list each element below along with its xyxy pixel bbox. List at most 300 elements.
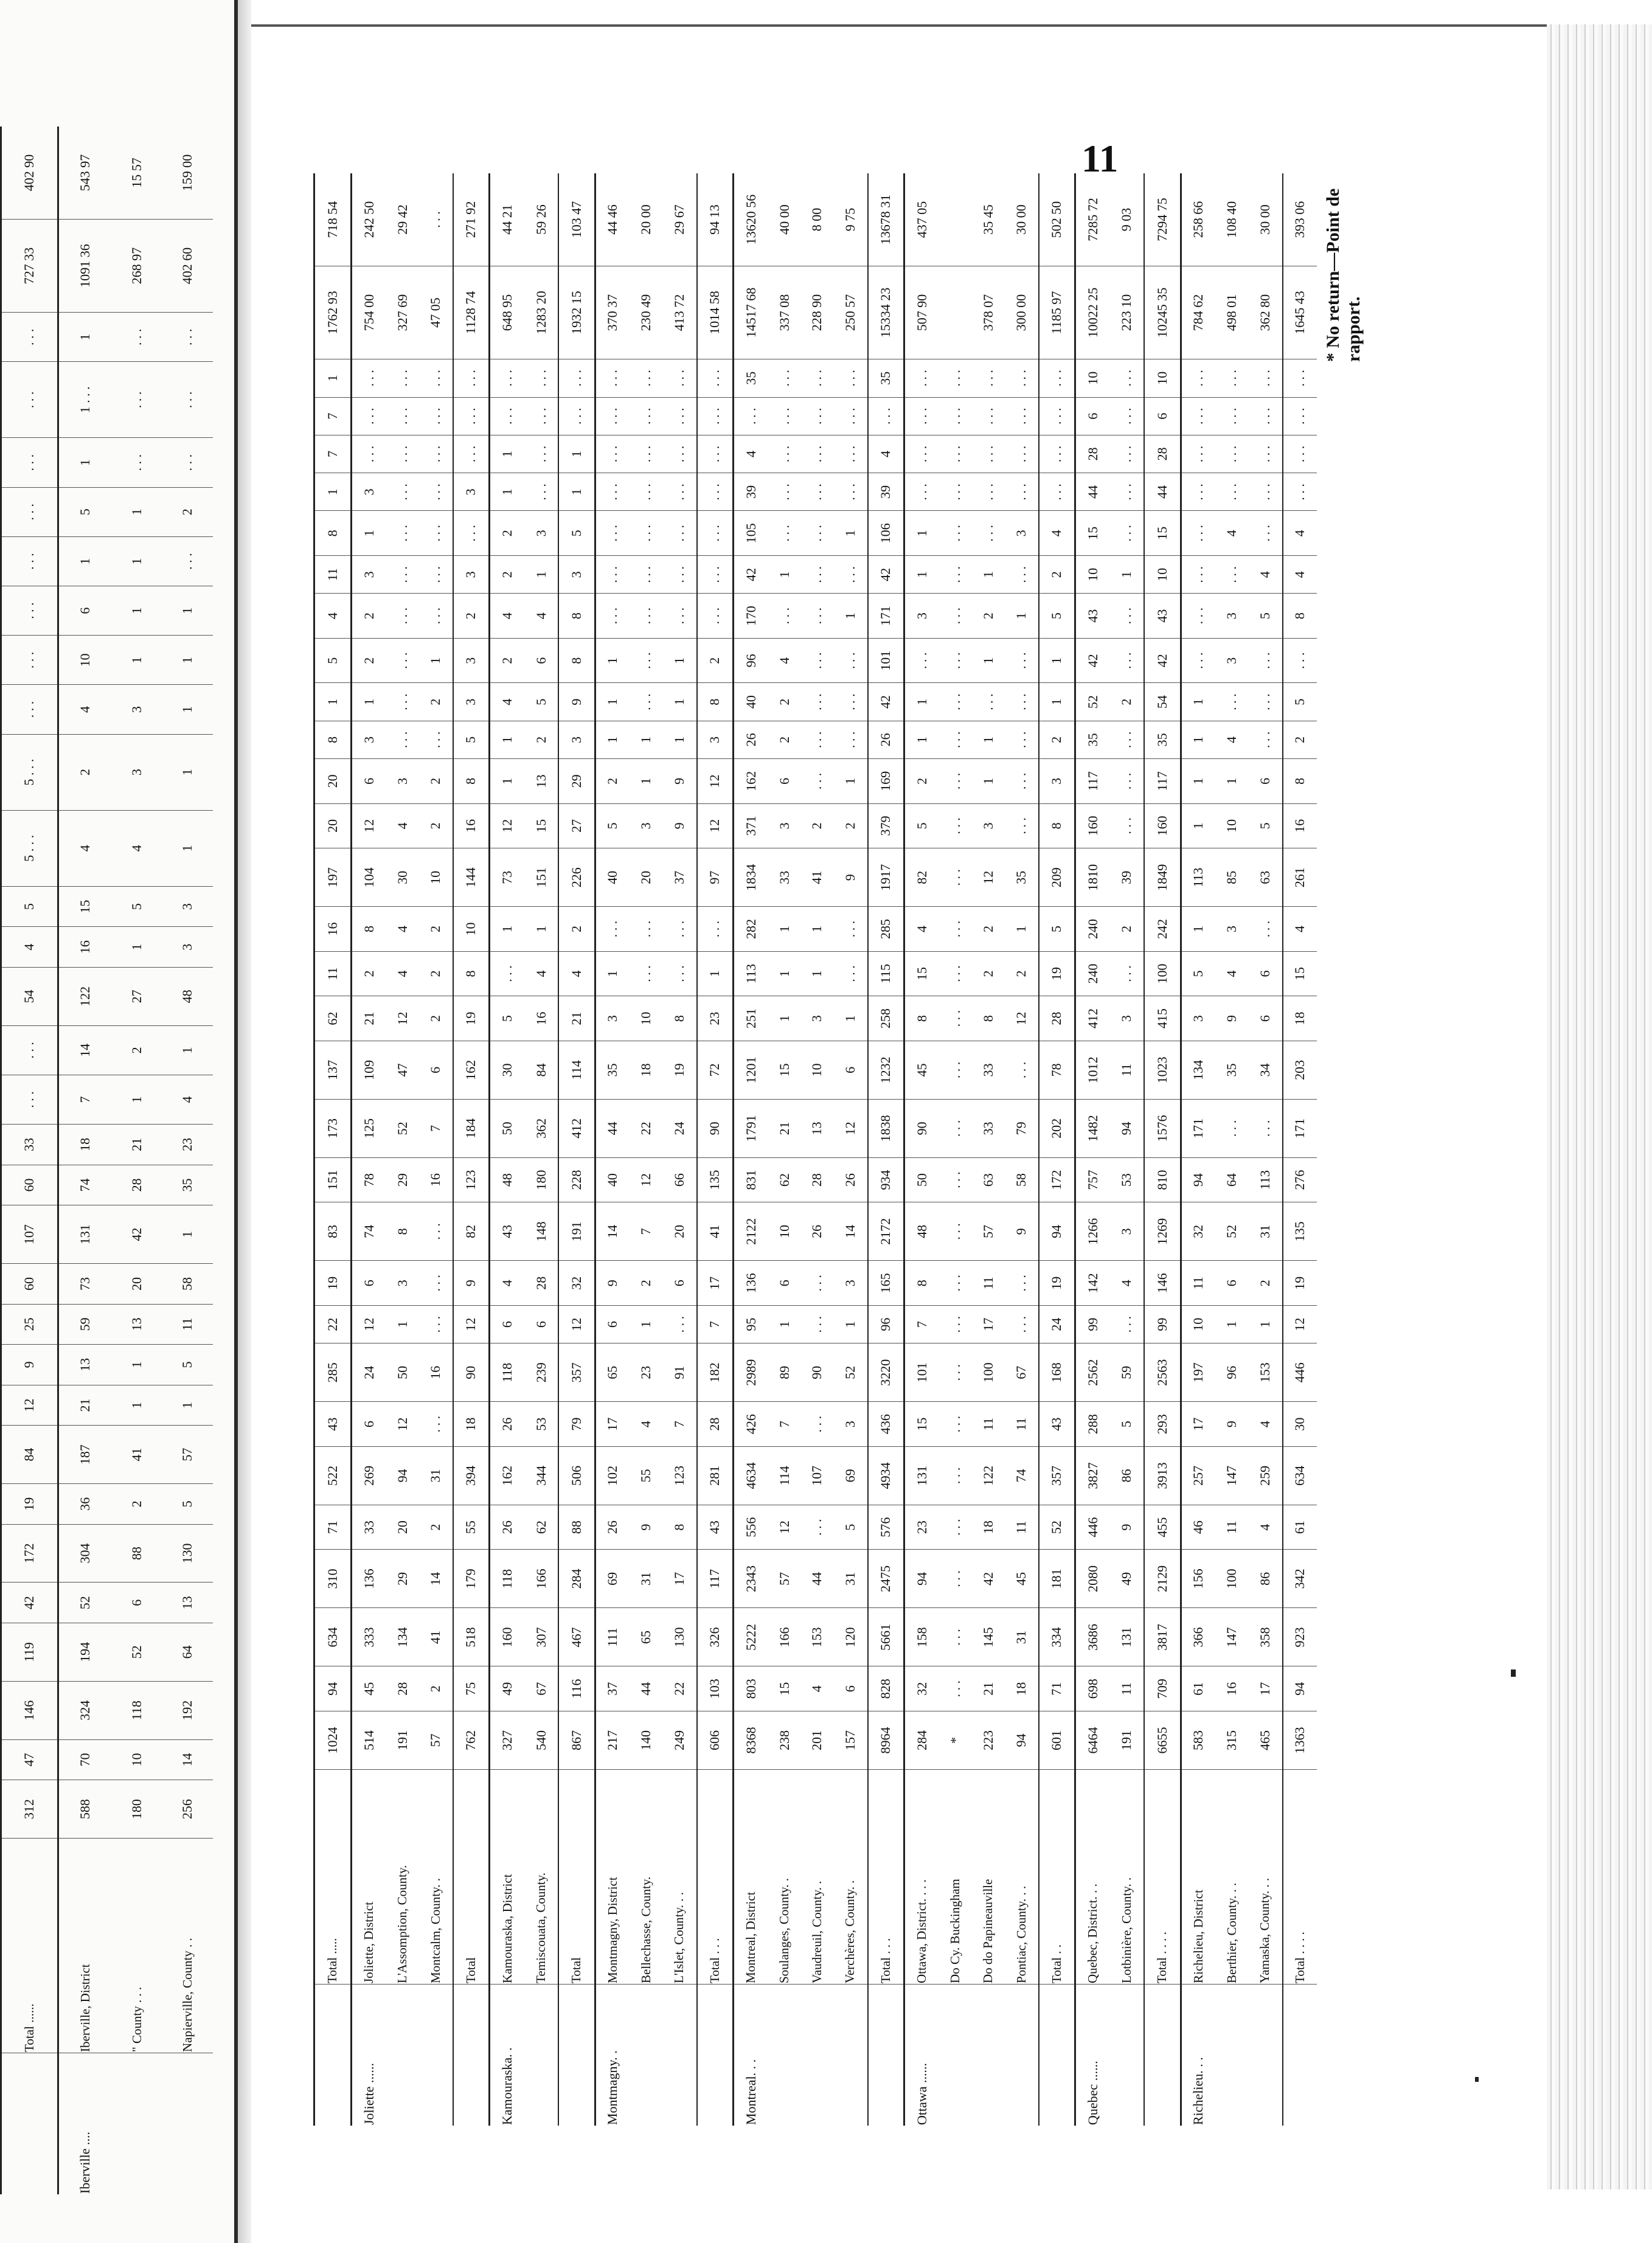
value-cell: 5	[1, 886, 58, 927]
value-cell: 11	[314, 951, 352, 996]
value-cell: 209	[1039, 848, 1075, 907]
value-cell: 13	[58, 1345, 113, 1385]
value-cell: 2	[112, 1484, 162, 1525]
value-cell: . . .	[112, 362, 162, 438]
value-cell: . . .	[834, 359, 868, 398]
value-cell: 8	[662, 996, 696, 1041]
value-cell: 28	[524, 1261, 558, 1306]
value-cell: 33	[972, 1099, 1005, 1157]
value-cell: . . .	[1283, 359, 1317, 398]
value-cell: 18	[1005, 1666, 1039, 1711]
value-cell: 16	[314, 907, 352, 952]
value-cell: 136	[734, 1261, 768, 1306]
value-cell: 39	[868, 473, 904, 511]
value-cell: . . .	[801, 556, 834, 594]
value-cell: 6	[352, 1402, 386, 1447]
value-cell: 467	[558, 1608, 595, 1666]
amount-cell: 44 46	[595, 173, 630, 266]
value-cell: . . .	[419, 556, 453, 594]
page-edges	[1547, 24, 1652, 2189]
amount-cell: 103 47	[558, 173, 595, 266]
value-cell: 94	[314, 1666, 352, 1711]
value-cell: 1	[112, 636, 162, 685]
amount-cell: 402 90	[1, 127, 58, 220]
value-cell: 2	[972, 594, 1005, 639]
value-cell: 201	[801, 1711, 834, 1769]
value-cell: . . .	[1216, 397, 1249, 435]
value-cell: . . .	[972, 359, 1005, 398]
value-cell: 106	[868, 511, 904, 556]
value-cell: 239	[524, 1343, 558, 1402]
value-cell: 26	[490, 1505, 524, 1550]
value-cell: 2	[768, 721, 801, 758]
value-cell: 16	[1283, 803, 1317, 848]
value-cell: 187	[58, 1426, 113, 1484]
value-cell: . . .	[419, 473, 453, 511]
amount-cell: 15 57	[112, 127, 162, 220]
value-cell: 1	[834, 996, 868, 1041]
value-cell: 147	[1216, 1446, 1249, 1505]
value-cell: 312	[1, 1780, 58, 1839]
value-cell: 13	[112, 1304, 162, 1345]
district-name-cell: Total	[558, 1770, 595, 1985]
value-cell: 1	[904, 683, 939, 721]
value-cell: 10	[1075, 359, 1110, 398]
value-cell: 1	[490, 435, 524, 473]
value-cell: 28	[697, 1402, 734, 1447]
value-cell: . . .	[697, 359, 734, 398]
value-cell: . . .	[1181, 594, 1215, 639]
value-cell: 2	[1283, 721, 1317, 758]
district-name-cell: Total . .	[1039, 1770, 1075, 1985]
total-row	[1, 127, 58, 2194]
value-cell: 12	[834, 1099, 868, 1157]
value-cell: . . .	[834, 556, 868, 594]
value-cell: 1201	[734, 1041, 768, 1099]
value-cell: 6	[1144, 397, 1181, 435]
value-cell: . . .	[595, 594, 630, 639]
value-cell: 6	[419, 1041, 453, 1099]
value-cell: . . .	[801, 1402, 834, 1447]
value-cell: 217	[595, 1711, 630, 1769]
value-cell: 3	[453, 683, 490, 721]
value-cell: 46	[1181, 1505, 1215, 1550]
value-cell: 7	[314, 435, 352, 473]
value-cell: 32	[1181, 1202, 1215, 1261]
value-cell: 2	[1039, 556, 1075, 594]
value-cell: . . .	[834, 907, 868, 952]
amount-cell: 754 00	[352, 266, 386, 359]
value-cell: 2989	[734, 1343, 768, 1402]
value-cell: 29	[386, 1550, 419, 1608]
value-cell: . . .	[939, 473, 972, 511]
value-cell: 37	[595, 1666, 630, 1711]
value-cell: 4	[490, 594, 524, 639]
value-cell: 11	[1216, 1505, 1249, 1550]
value-cell: 57	[419, 1711, 453, 1769]
amount-cell: 1128 74	[453, 266, 490, 359]
value-cell: 62	[314, 996, 352, 1041]
value-cell: 69	[595, 1550, 630, 1608]
value-cell: 16	[453, 803, 490, 848]
value-cell: 2	[419, 759, 453, 804]
value-cell: 12	[558, 1305, 595, 1343]
value-cell: 8	[972, 996, 1005, 1041]
value-cell: 4	[314, 594, 352, 639]
value-cell: 1	[1181, 759, 1215, 804]
district-name-cell: Lotbinière, County. .	[1110, 1770, 1144, 1985]
value-cell: 394	[453, 1446, 490, 1505]
previous-page	[0, 0, 238, 2243]
value-cell: 17	[1248, 1666, 1282, 1711]
value-cell: 4	[524, 594, 558, 639]
value-cell: 2	[904, 759, 939, 804]
amount-cell: 1283 20	[524, 266, 558, 359]
value-cell: 47	[1, 1739, 58, 1780]
district-name-cell: Joliette, District	[352, 1770, 386, 1985]
value-cell: 146	[1, 1681, 58, 1739]
value-cell: 97	[697, 848, 734, 907]
table-row	[1005, 173, 1039, 2126]
value-cell: 90	[801, 1343, 834, 1402]
value-cell: 324	[58, 1681, 113, 1739]
value-cell: 2343	[734, 1550, 768, 1608]
value-cell: . . .	[697, 473, 734, 511]
value-cell: 148	[524, 1202, 558, 1261]
value-cell: 117	[1075, 759, 1110, 804]
value-cell: 4	[386, 907, 419, 952]
value-cell: 45	[1005, 1550, 1039, 1608]
value-cell: 4	[386, 951, 419, 996]
value-cell: . . .	[904, 435, 939, 473]
value-cell: 698	[1075, 1666, 1110, 1711]
value-cell: . . .	[801, 1261, 834, 1306]
value-cell: 142	[1075, 1261, 1110, 1306]
value-cell: . . .	[939, 1041, 972, 1099]
value-cell: 9	[1216, 1402, 1249, 1447]
amount-cell: 502 50	[1039, 173, 1075, 266]
value-cell: . . .	[1, 1025, 58, 1075]
district-name-cell: Total . . .	[868, 1770, 904, 1985]
total-row	[1144, 173, 1181, 2126]
value-cell: 1	[972, 638, 1005, 683]
value-cell: 1012	[1075, 1041, 1110, 1099]
value-cell: 6	[1248, 759, 1282, 804]
amount-cell: . . .	[419, 173, 453, 266]
value-cell: 2	[352, 638, 386, 683]
value-cell: . . .	[1110, 359, 1144, 398]
value-cell: 11	[972, 1402, 1005, 1447]
value-cell: 30	[386, 848, 419, 907]
value-cell: 74	[1005, 1446, 1039, 1505]
value-cell: 31	[834, 1550, 868, 1608]
value-cell: 4	[1248, 1402, 1282, 1447]
value-cell: 4	[386, 803, 419, 848]
previous-page-table	[0, 127, 213, 2194]
value-cell: 11	[314, 556, 352, 594]
value-cell: . . .	[939, 594, 972, 639]
value-cell: 446	[1283, 1343, 1317, 1402]
value-cell: 84	[1, 1426, 58, 1484]
value-cell: 228	[558, 1157, 595, 1202]
value-cell: 11	[1005, 1505, 1039, 1550]
value-cell: 4	[1039, 511, 1075, 556]
value-cell: 3827	[1075, 1446, 1110, 1505]
value-cell: 4	[1110, 1261, 1144, 1306]
value-cell: 67	[1005, 1343, 1039, 1402]
value-cell: 226	[558, 848, 595, 907]
value-cell: . . .	[939, 1666, 972, 1711]
value-cell: 1	[1039, 638, 1075, 683]
value-cell: 5	[1110, 1402, 1144, 1447]
value-cell: 130	[162, 1524, 213, 1583]
value-cell: 65	[630, 1608, 663, 1666]
value-cell: 284	[558, 1550, 595, 1608]
value-cell: 137	[314, 1041, 352, 1099]
value-cell: 180	[524, 1157, 558, 1202]
value-cell: 288	[1075, 1402, 1110, 1447]
total-row	[1283, 173, 1317, 2126]
value-cell: 3	[697, 721, 734, 758]
value-cell: . . .	[939, 638, 972, 683]
district-name-cell: Kamouraska, District	[490, 1770, 524, 1985]
value-cell: 15	[58, 886, 113, 927]
value-cell: . . .	[386, 435, 419, 473]
value-cell: 134	[386, 1608, 419, 1666]
value-cell: . . .	[834, 473, 868, 511]
table-row	[162, 127, 213, 2194]
value-cell: 284	[904, 1711, 939, 1769]
amount-cell: 15334 23	[868, 266, 904, 359]
value-cell: 6	[1216, 1261, 1249, 1306]
value-cell: 28	[1075, 435, 1110, 473]
value-cell: . . .	[630, 683, 663, 721]
value-cell: 14	[834, 1202, 868, 1261]
value-cell: 12	[453, 1305, 490, 1343]
value-cell: . . .	[939, 511, 972, 556]
value-cell: 26	[868, 721, 904, 758]
table-row	[1181, 173, 1215, 2126]
value-cell: 3220	[868, 1343, 904, 1402]
value-cell: 119	[1, 1623, 58, 1681]
value-cell: . . .	[453, 359, 490, 398]
value-cell: 1	[352, 511, 386, 556]
value-cell: 12	[972, 848, 1005, 907]
value-cell: 82	[904, 848, 939, 907]
value-cell: 34	[1248, 1041, 1282, 1099]
amount-cell: 14517 68	[734, 266, 768, 359]
value-cell: . . .	[1248, 511, 1282, 556]
value-cell: 19	[1, 1484, 58, 1525]
value-cell: . . .	[939, 683, 972, 721]
value-cell: 35	[734, 359, 768, 398]
value-cell: 15	[524, 803, 558, 848]
value-cell: . . .	[662, 556, 696, 594]
value-cell: . . .	[630, 907, 663, 952]
value-cell: . . .	[834, 683, 868, 721]
value-cell: 803	[734, 1666, 768, 1711]
value-cell: . . .	[801, 473, 834, 511]
value-cell: 27	[558, 803, 595, 848]
amount-cell: 327 69	[386, 266, 419, 359]
value-cell: 5	[162, 1484, 213, 1525]
value-cell: . . .	[939, 759, 972, 804]
value-cell: . . .	[1283, 638, 1317, 683]
district-name-cell: Temiscouata, County.	[524, 1770, 558, 1985]
district-name-cell: Montmagny, District	[595, 1770, 630, 1985]
value-cell: 7	[58, 1075, 113, 1124]
value-cell: . . .	[1, 636, 58, 685]
value-cell: 1	[697, 951, 734, 996]
value-cell: 379	[868, 803, 904, 848]
value-cell: 4	[162, 1075, 213, 1124]
value-cell: 18	[453, 1402, 490, 1447]
total-row	[868, 173, 904, 2126]
table-row	[662, 173, 696, 2126]
value-cell: 28	[1144, 435, 1181, 473]
value-cell: 276	[1283, 1157, 1317, 1202]
value-cell: 197	[1181, 1343, 1215, 1402]
amount-cell: 10022 25	[1075, 266, 1110, 359]
value-cell: . . .	[524, 397, 558, 435]
value-cell: 50	[904, 1157, 939, 1202]
value-cell: 9	[453, 1261, 490, 1306]
value-cell: 70	[58, 1739, 113, 1780]
value-cell: 810	[1144, 1157, 1181, 1202]
value-cell: . . .	[662, 1305, 696, 1343]
value-cell: 19	[1039, 951, 1075, 996]
value-cell: 2	[419, 907, 453, 952]
value-cell: 4	[58, 685, 113, 734]
value-cell: 7	[419, 1099, 453, 1157]
value-cell: 1	[314, 473, 352, 511]
value-cell: 1 . . .	[58, 362, 113, 438]
value-cell: 90	[453, 1343, 490, 1402]
value-cell: 115	[868, 951, 904, 996]
value-cell: 6	[352, 759, 386, 804]
value-cell: . . .	[386, 594, 419, 639]
value-cell: . . .	[112, 438, 162, 487]
district-name-cell: Do Cy. Buckingham	[939, 1770, 972, 1985]
table-row	[58, 127, 113, 2194]
value-cell: 99	[1075, 1305, 1110, 1343]
value-cell: 293	[1144, 1402, 1181, 1447]
value-cell: . . .	[1248, 359, 1282, 398]
value-cell: 14	[419, 1550, 453, 1608]
value-cell: 12	[386, 996, 419, 1041]
value-cell: . . .	[662, 473, 696, 511]
value-cell: 2129	[1144, 1550, 1181, 1608]
value-cell: 50	[386, 1343, 419, 1402]
value-cell: 2	[972, 907, 1005, 952]
value-cell: 62	[524, 1505, 558, 1550]
value-cell: 130	[662, 1608, 696, 1666]
division-cell	[386, 1985, 419, 2126]
value-cell: 63	[1248, 848, 1282, 907]
district-name-cell: Bellechasse, County.	[630, 1770, 663, 1985]
value-cell: . . .	[419, 1305, 453, 1343]
value-cell: . . .	[1005, 638, 1039, 683]
value-cell: . . .	[972, 397, 1005, 435]
value-cell: . . .	[939, 1305, 972, 1343]
value-cell: 11	[1110, 1666, 1144, 1711]
value-cell: 17	[1181, 1402, 1215, 1447]
value-cell: 634	[314, 1608, 352, 1666]
value-cell: 94	[386, 1446, 419, 1505]
value-cell: 2	[352, 951, 386, 996]
value-cell: 2	[595, 759, 630, 804]
value-cell: 240	[1075, 951, 1110, 996]
value-cell: 33	[1, 1125, 58, 1165]
amount-cell: 108 40	[1216, 173, 1249, 266]
value-cell: 2	[453, 594, 490, 639]
district-name-cell: Total	[453, 1770, 490, 1985]
value-cell: 100	[972, 1343, 1005, 1402]
value-cell: . . .	[1248, 721, 1282, 758]
value-cell: 5	[1283, 683, 1317, 721]
value-cell: 3	[162, 927, 213, 968]
value-cell: 12	[490, 803, 524, 848]
value-cell: . . .	[595, 511, 630, 556]
value-cell: . . .	[801, 1505, 834, 1550]
value-cell: 11	[162, 1304, 213, 1345]
value-cell: 28	[112, 1165, 162, 1205]
value-cell: 762	[453, 1711, 490, 1769]
value-cell: 6	[524, 1305, 558, 1343]
value-cell: 4	[734, 435, 768, 473]
value-cell: 31	[630, 1550, 663, 1608]
value-cell: 42	[972, 1550, 1005, 1608]
value-cell: . . .	[801, 594, 834, 639]
value-cell: 39	[1110, 848, 1144, 907]
value-cell: 5	[1248, 803, 1282, 848]
value-cell: 43	[697, 1505, 734, 1550]
value-cell: 61	[1283, 1505, 1317, 1550]
district-name-cell: Total . . . .	[1144, 1770, 1181, 1985]
value-cell: . . .	[1005, 473, 1039, 511]
value-cell: 30	[490, 1041, 524, 1099]
value-cell: 5	[558, 511, 595, 556]
value-cell: 23	[630, 1343, 663, 1402]
value-cell: . . .	[1110, 803, 1144, 848]
value-cell: . . .	[1039, 473, 1075, 511]
value-cell: 166	[524, 1550, 558, 1608]
value-cell: 1576	[1144, 1099, 1181, 1157]
value-cell: . . .	[801, 435, 834, 473]
value-cell: 37	[662, 848, 696, 907]
value-cell: 88	[112, 1524, 162, 1583]
value-cell: 1	[1110, 556, 1144, 594]
value-cell: 934	[868, 1157, 904, 1202]
division-cell	[558, 1985, 595, 2126]
value-cell: 96	[868, 1305, 904, 1343]
value-cell: 1	[595, 951, 630, 996]
value-cell: 3	[834, 1261, 868, 1306]
value-cell: . . .	[697, 435, 734, 473]
value-cell: 158	[904, 1608, 939, 1666]
value-cell: 64	[162, 1623, 213, 1681]
division-cell	[419, 1985, 453, 2126]
amount-cell: 20 00	[630, 173, 663, 266]
value-cell: . . .	[662, 435, 696, 473]
value-cell: 12	[697, 803, 734, 848]
value-cell: 4	[1248, 1505, 1282, 1550]
amount-cell: 40 00	[768, 173, 801, 266]
amount-cell: 228 90	[801, 266, 834, 359]
value-cell: 44	[1075, 473, 1110, 511]
value-cell: 2563	[1144, 1343, 1181, 1402]
value-cell: 285	[314, 1343, 352, 1402]
